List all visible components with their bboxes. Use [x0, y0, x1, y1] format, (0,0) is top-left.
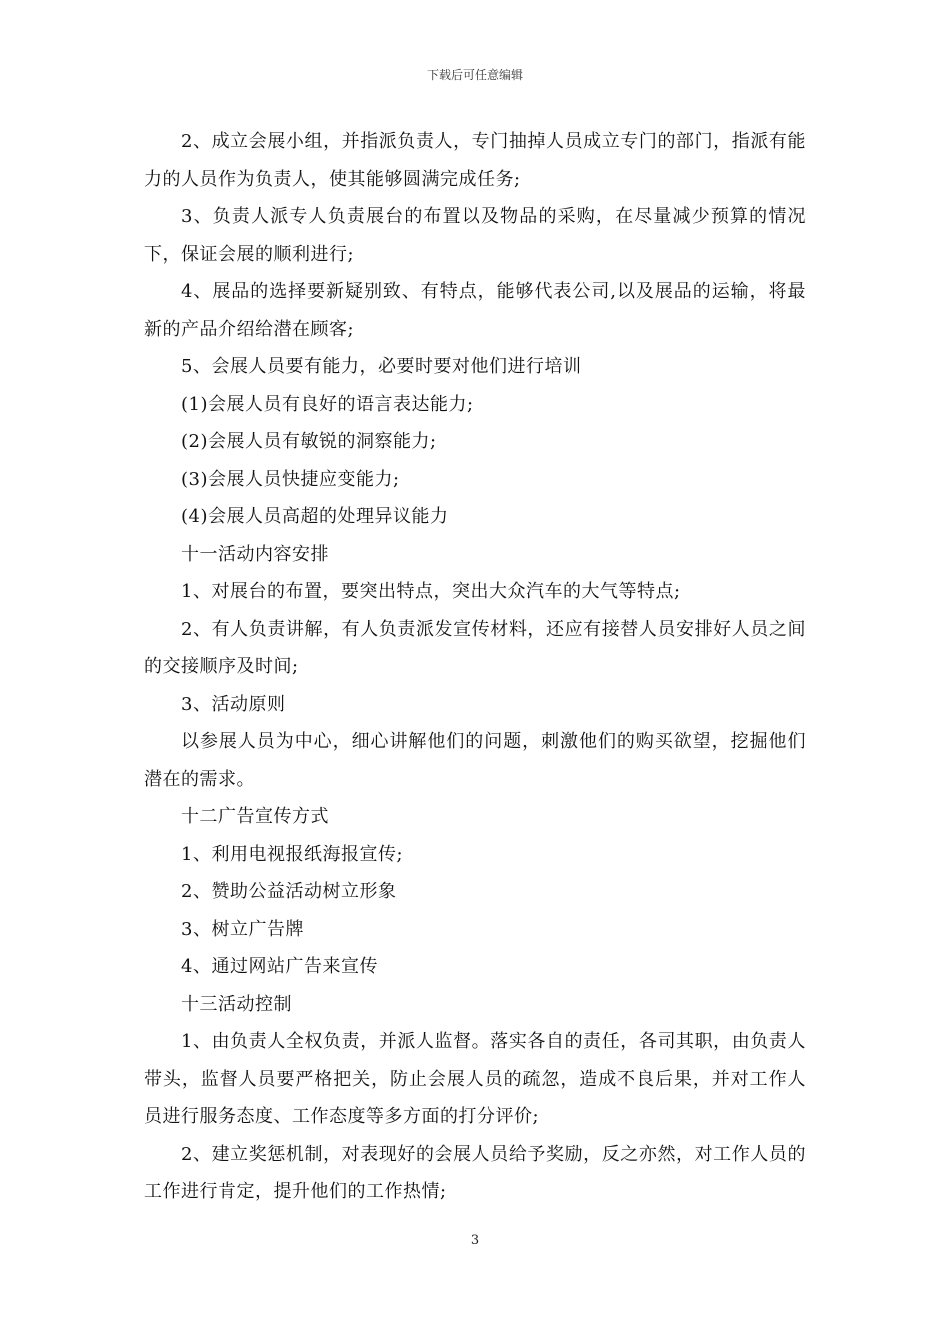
paragraph: 3、负责人派专人负责展台的布置以及物品的采购，在尽量减少预算的情况下，保证会展的顺利进行; [144, 206, 806, 265]
section-heading: 十一活动内容安排 [181, 543, 329, 565]
section-heading: 十三活动控制 [181, 993, 292, 1015]
list-item: 3、树立广告牌 [181, 918, 304, 940]
list-item: (3)会展人员快捷应变能力; [181, 468, 400, 490]
header-note: 下载后可任意编辑 [426, 68, 523, 82]
page-number: 3 [470, 1233, 480, 1248]
list-item: (4)会展人员高超的处理异议能力 [181, 506, 449, 527]
list-item: (2)会展人员有敏锐的洞察能力; [181, 431, 437, 452]
paragraph: 1、对展台的布置，要突出特点，突出大众汽车的大气等特点; [181, 581, 681, 602]
paragraph: 2、建立奖惩机制，对表现好的会展人员给予奖励，反之亦然，对工作人员的工作进行肯定，提升他们的工作热情; [144, 1143, 806, 1202]
paragraph: 5、会展人员要有能力，必要时要对他们进行培训 [181, 356, 582, 377]
list-item: (1)会展人员有良好的语言表达能力; [181, 393, 474, 415]
paragraph: 4、展品的选择要新疑别致、有特点，能够代表公司,以及展品的运输，将最新的产品介绍给潜在顾客; [144, 281, 806, 340]
list-item: 2、赞助公益活动树立形象 [181, 881, 397, 902]
list-item: 4、通过网站广告来宣传 [181, 956, 378, 977]
list-item: 1、利用电视报纸海报宣传; [181, 843, 404, 865]
section-heading: 十二广告宣传方式 [181, 806, 329, 827]
paragraph: 2、成立会展小组，并指派负责人，专门抽掉人员成立专门的部门，指派有能力的人员作为负责人，使其能够圆满完成任务; [144, 131, 806, 190]
paragraph: 以参展人员为中心，细心讲解他们的问题，刺激他们的购买欲望，挖掘他们潜在的需求。 [144, 731, 806, 790]
paragraph: 2、有人负责讲解，有人负责派发宣传材料，还应有接替人员安排好人员之间的交接顺序及时间; [144, 618, 806, 677]
document-body [144, 123, 806, 1211]
paragraph: 1、由负责人全权负责，并派人监督。落实各自的责任，各司其职，由负责人带头，监督人员要严格把关，防止会展人员的疏忽，造成不良后果，并对工作人员进行服务态度、工作态度等多方面的打分评价; [144, 1031, 806, 1127]
paragraph: 3、活动原则 [181, 693, 286, 715]
